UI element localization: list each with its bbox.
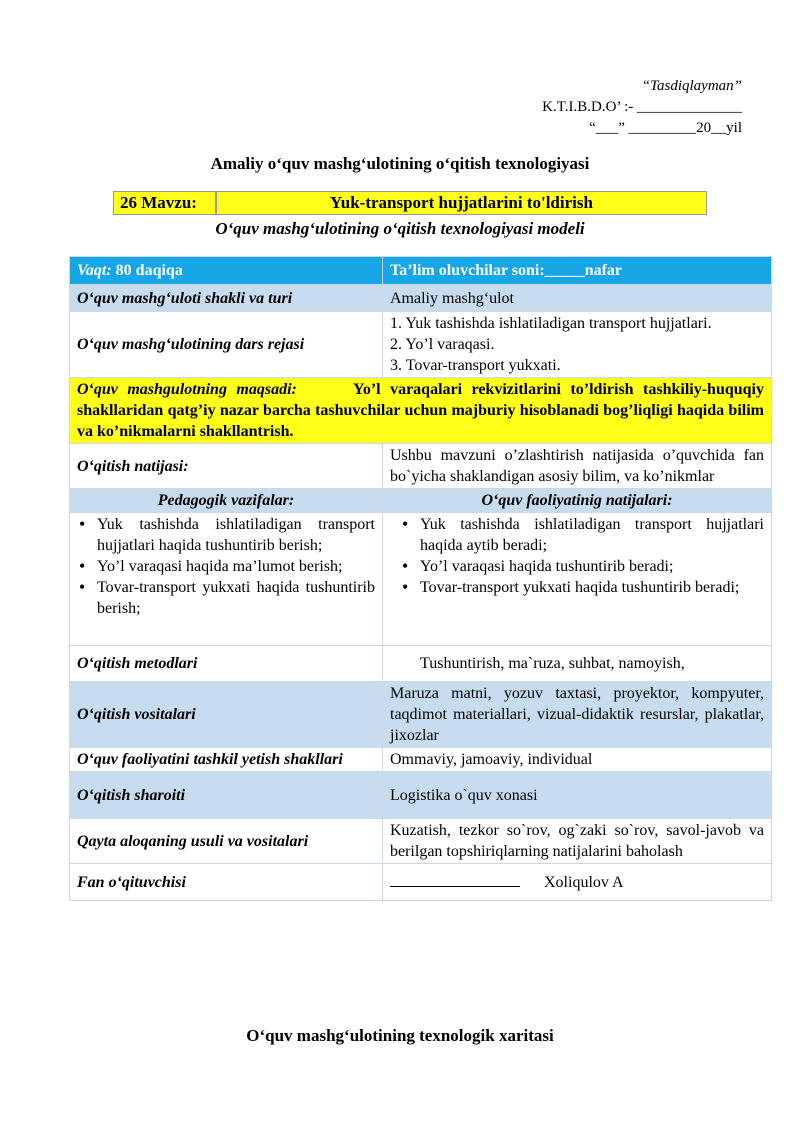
document-title: Amaliy oʻquv mashgʻulotining oʻqitish texnologiyasi	[210, 154, 590, 173]
methods-label: Oʻqitish metodlari	[70, 646, 383, 682]
goal-cell	[70, 378, 772, 444]
form-row	[70, 285, 772, 312]
approval-line-2: K.T.I.B.D.O’ :- ______________	[542, 99, 742, 115]
plan-item: 1. Yuk tashishda ishlatiladigan transport hujjatlari.	[390, 315, 712, 332]
form-label: Oʻquv mashgʻuloti shakli va turi	[70, 285, 383, 312]
header-row	[70, 257, 772, 285]
list-item: • Tovar-transport yukxati haqida tushuntirib beradi;	[420, 577, 764, 598]
time-label: Vaqt:	[77, 262, 112, 279]
topic-number: 26 Mavzu:	[114, 192, 217, 214]
approval-line-3: “___” _________20__yil	[589, 120, 742, 136]
result-label: Oʻqitish natijasi:	[70, 444, 383, 489]
org-label: Oʻquv faoliyatini tashkil yetish shakllari	[70, 748, 383, 772]
topic-bar	[113, 191, 707, 215]
org-row	[70, 748, 772, 772]
signature-line	[390, 871, 520, 887]
tools-label: Oʻqitish vositalari	[70, 682, 383, 748]
teacher-row	[70, 864, 772, 901]
list-item: • Yo’l varaqasi haqida ma’lumot berish;	[97, 556, 375, 577]
goal-label: Oʻquv mashgulotning maqsadi:	[77, 381, 297, 398]
subheader-row	[70, 489, 772, 513]
list-item: • Yuk tashishda ishlatiladigan transport hujjatlari haqida aytib beradi;	[420, 514, 764, 556]
teacher-label: Fan oʻqituvchisi	[70, 864, 383, 901]
topic-name: Yuk-transport hujjatlarini to'ldirish	[330, 193, 593, 212]
plan-label: Oʻquv mashgʻulotining dars rejasi	[70, 312, 383, 378]
org-value: Ommaviy, jamoaviy, individual	[383, 748, 772, 772]
approval-block	[542, 76, 742, 139]
lesson-model-table	[69, 256, 772, 901]
document-subtitle: Oʻquv mashgʻulotining oʻqitish texnologiyasi modeli	[215, 219, 585, 238]
list-item: • Tovar-transport yukxati haqida tushuntirib berish;	[97, 577, 375, 619]
list-item: • Yo’l varaqasi haqida tushuntirib beradi;	[420, 556, 764, 577]
feedback-label: Qayta aloqaning usuli va vositalari	[70, 819, 383, 864]
teacher-cell	[383, 864, 772, 901]
act-cell	[383, 513, 772, 646]
list-item: • Yuk tashishda ishlatiladigan transport hujjatlari haqida tushuntirib berish;	[97, 514, 375, 556]
ped-header: Pedagogik vazifalar:	[70, 489, 383, 513]
technology-map-title: Oʻquv mashgʻulotining texnologik xaritasi	[246, 1026, 554, 1045]
tools-value: Maruza matni, yozuv taxtasi, proyektor, kompyuter, taqdimot materiallari, vizual-didaktik resurslar, plakatlar, jixozlar	[383, 682, 772, 748]
tasks-row	[70, 513, 772, 646]
plan-item: 2. Yo’l varaqasi.	[390, 336, 495, 353]
goal-text: Yo’l varaqalari rekvizitlarini to’ldirish tashkiliy-huquqiy shakllaridan qatg’iy nazar barcha tashuvchilar uchun majburiy hisoblanadi bog’liqligi haqida bilim va ko’nikmalarni shakllantrish.	[77, 381, 764, 440]
result-value: Ushbu mavzuni o’zlashtirish natijasida o’quvchida fan bo`yicha shaklandigan asosiy bilim, va ko’nikmlar	[383, 444, 772, 489]
feedback-row	[70, 819, 772, 864]
teacher-name: Xoliqulov A	[544, 874, 624, 891]
plan-item: 3. Tovar-transport yukxati.	[390, 357, 561, 374]
methods-value: Tushuntirish, ma`ruza, suhbat, namoyish,	[383, 646, 772, 682]
conditions-row	[70, 772, 772, 819]
time-value: 80 daqiqa	[111, 262, 183, 279]
ped-cell	[70, 513, 383, 646]
act-list	[390, 514, 764, 598]
ped-list	[77, 514, 375, 619]
plan-row	[70, 312, 772, 378]
conditions-label: Oʻqitish sharoiti	[70, 772, 383, 819]
act-header: Oʻquv faoliyatinig natijalari:	[383, 489, 772, 513]
form-value: Amaliy mashgʻulot	[383, 285, 772, 312]
goal-row	[70, 378, 772, 444]
feedback-value: Kuzatish, tezkor so`rov, og`zaki so`rov, savol-javob va berilgan topshiriqlarning natijalarini baholash	[383, 819, 772, 864]
methods-row	[70, 646, 772, 682]
students-cell: Taʼlim oluvchilar soni:_____nafar	[383, 257, 772, 285]
tools-row	[70, 682, 772, 748]
conditions-value: Logistika o`quv xonasi	[383, 772, 772, 819]
plan-cell	[383, 312, 772, 378]
result-row	[70, 444, 772, 489]
time-cell	[70, 257, 383, 285]
approval-line-1: “Tasdiqlayman”	[641, 78, 742, 94]
